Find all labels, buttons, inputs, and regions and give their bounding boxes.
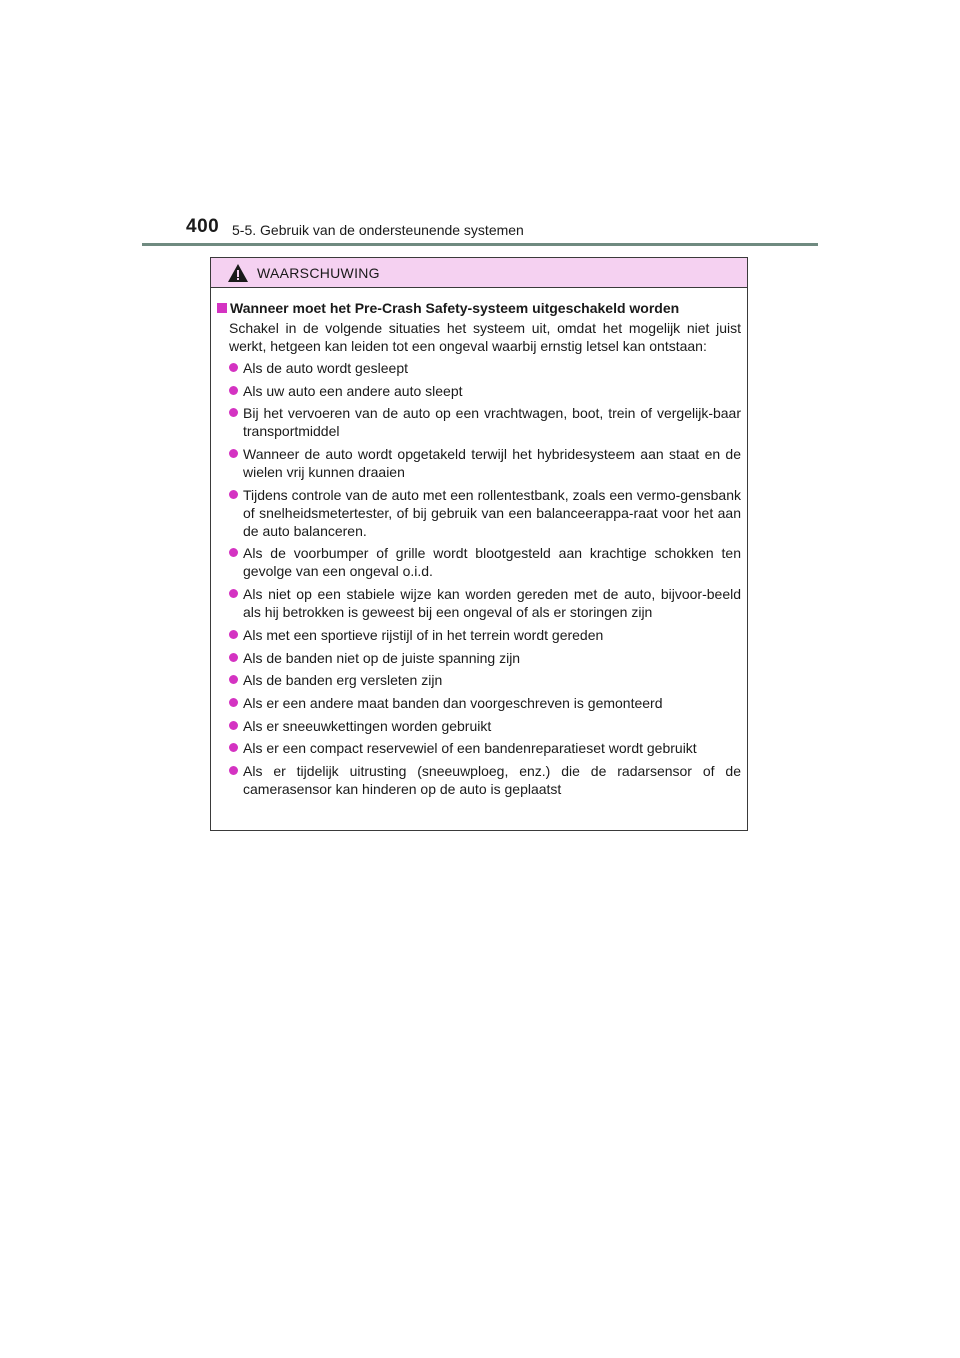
warning-triangle-icon [227, 263, 249, 283]
list-item-text: Als er een andere maat banden dan voorgeschreven is gemonteerd [243, 694, 663, 711]
list-item-text: Als met een sportieve rijstijl of in het terrein wordt gereden [243, 626, 604, 643]
list-item-text: Als niet op een stabiele wijze kan worden gereden met de auto, bijvoor-beeld als hij betrokken is geweest bij een ongeval of als er storingen zijn [243, 586, 741, 621]
bullet-dot-icon [229, 743, 238, 752]
bullet-dot-icon [229, 698, 238, 707]
list-item [217, 762, 741, 798]
list-item-text: Als er tijdelijk uitrusting (sneeuwploeg, enz.) die de radarsensor of de camerasensor kan hinderen op de auto is geplaatst [243, 762, 741, 797]
list-item [217, 382, 741, 400]
list-item [217, 486, 741, 540]
bullet-dot-icon [229, 766, 238, 775]
warning-box [210, 257, 748, 831]
list-item-text: Als de banden niet op de juiste spanning zijn [243, 649, 521, 666]
list-item-text: Als uw auto een andere auto sleept [243, 382, 463, 399]
square-bullet-icon [217, 303, 227, 313]
list-item [217, 649, 741, 667]
list-item-text: Als de auto wordt gesleept [243, 360, 408, 376]
list-item [217, 544, 741, 580]
bullet-dot-icon [229, 589, 238, 598]
section-title: 5-5. Gebruik van de ondersteunende systemen [232, 222, 524, 238]
bullet-dot-icon [229, 653, 238, 662]
warning-header [211, 258, 747, 288]
bullet-dot-icon [229, 408, 238, 417]
bullet-dot-icon [229, 386, 238, 395]
header-rule [142, 243, 818, 246]
list-item [217, 739, 741, 757]
list-item [217, 671, 741, 689]
list-item-text: Als er sneeuwkettingen worden gebruikt [243, 717, 492, 734]
list-item [217, 404, 741, 440]
list-item-text: Tijdens controle van de auto met een rollentestbank, zoals een vermo-gensbank of snelheidsmetertester, of bij gebruik van een balanceerappa-raat voor het aan de auto balanceren. [243, 486, 741, 539]
page-number: 400 [186, 216, 220, 237]
bullet-dot-icon [229, 548, 238, 557]
bullet-dot-icon [229, 721, 238, 730]
list-item [217, 694, 741, 712]
warning-content [211, 288, 747, 798]
list-item-text: Bij het vervoeren van de auto op een vrachtwagen, boot, trein of vergelijk-baar transportmiddel [243, 405, 741, 440]
bullet-dot-icon [229, 630, 238, 639]
bullet-dot-icon [229, 449, 238, 458]
warning-label: WAARSCHUWING [257, 264, 380, 281]
list-item [217, 585, 741, 621]
list-item-text: Wanneer de auto wordt opgetakeld terwijl het hybridesysteem aan staat en de wielen vrij kunnen draaien [243, 446, 741, 481]
warning-list [217, 359, 741, 798]
bullet-dot-icon [229, 675, 238, 684]
list-item-text: Als de banden erg versleten zijn [243, 672, 443, 689]
list-item [217, 445, 741, 481]
warning-intro: Schakel in de volgende situaties het systeem uit, omdat het mogelijk niet juist werkt, hetgeen kan leiden tot een ongeval waarbij ernstig letsel kan ontstaan: [229, 320, 741, 354]
bullet-dot-icon [229, 490, 238, 499]
list-item-text: Als er een compact reservewiel of een bandenreparatieset wordt gebruikt [243, 740, 697, 757]
warning-heading [217, 299, 741, 317]
list-item [217, 717, 741, 735]
warning-heading-text: Wanneer moet het Pre-Crash Safety-systeem uitgeschakeld worden [230, 300, 680, 316]
list-item [217, 626, 741, 644]
list-item [217, 359, 741, 377]
bullet-dot-icon [229, 363, 238, 372]
list-item-text: Als de voorbumper of grille wordt blootgesteld aan krachtige schokken ten gevolge van een ongeval o.i.d. [243, 545, 741, 580]
